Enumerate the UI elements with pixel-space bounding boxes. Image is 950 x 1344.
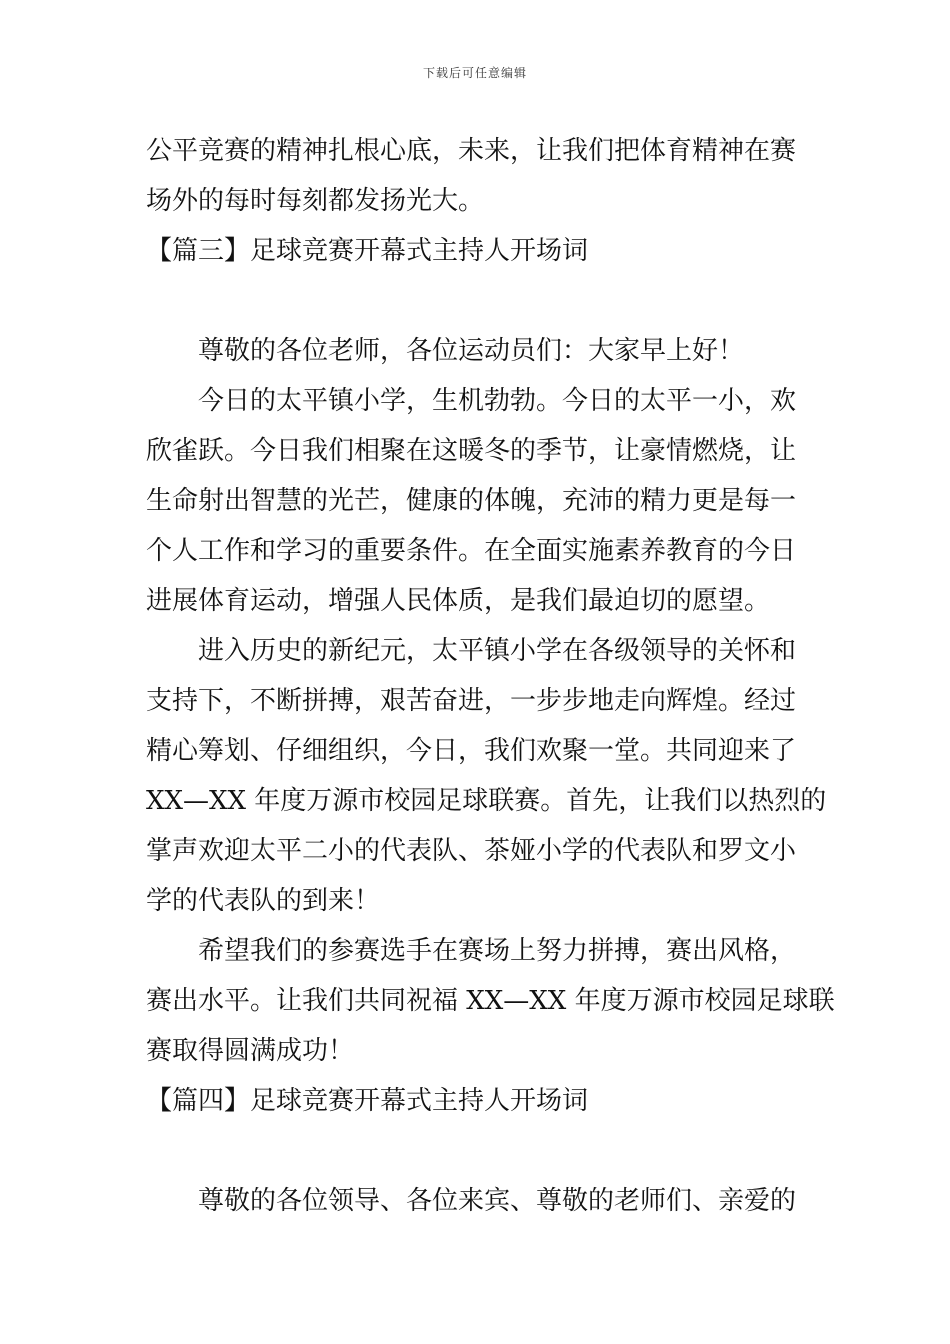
text-line: 进入历史的新纪元，太平镇小学在各级领导的关怀和 — [198, 636, 797, 666]
text-line: 欣雀跃。今日我们相聚在这暖冬的季节，让豪情燃烧，让 — [146, 436, 797, 466]
text-line: 公平竞赛的精神扎根心底，未来，让我们把体育精神在赛 — [146, 136, 797, 166]
section-heading: 【篇三】足球竞赛开幕式主持人开场词 — [146, 236, 589, 266]
text-line: 个人工作和学习的重要条件。在全面实施素养教育的今日 — [146, 536, 797, 566]
text-line: 今日的太平镇小学，生机勃勃。今日的太平一小，欢 — [198, 386, 797, 416]
page-header: 下载后可任意编辑 — [422, 66, 527, 80]
text-line: 尊敬的各位领导、各位来宾、尊敬的老师们、亲爱的 — [198, 1186, 797, 1216]
text-line: 希望我们的参赛选手在赛场上努力拼搏，赛出风格， — [198, 936, 797, 966]
text-line: 尊敬的各位老师，各位运动员们：大家早上好！ — [198, 336, 745, 366]
text-line: 进展体育运动，增强人民体质，是我们最迫切的愿望。 — [146, 586, 771, 616]
text-line: 学的代表队的到来！ — [146, 886, 381, 916]
paragraph-gap — [146, 276, 810, 326]
text-line: 精心筹划、仔细组织，今日，我们欢聚一堂。共同迎来了 — [146, 736, 797, 766]
section-heading: 【篇四】足球竞赛开幕式主持人开场词 — [146, 1086, 589, 1116]
text-line: 支持下，不断拼搏，艰苦奋进，一步步地走向辉煌。经过 — [146, 686, 797, 716]
text-line: 生命射出智慧的光芒，健康的体魄，充沛的精力更是每一 — [146, 486, 797, 516]
paragraph-gap — [146, 1126, 810, 1176]
text-line: 场外的每时每刻都发扬光大。 — [146, 186, 485, 216]
text-line: 掌声欢迎太平二小的代表队、茶娅小学的代表队和罗文小 — [146, 836, 797, 866]
text-line: 赛出水平。让我们共同祝福 XX—XX 年度万源市校园足球联 — [146, 986, 835, 1016]
document-body — [146, 126, 835, 1226]
text-line: 赛取得圆满成功！ — [146, 1036, 355, 1066]
text-line: XX—XX 年度万源市校园足球联赛。首先，让我们以热烈的 — [146, 786, 827, 816]
